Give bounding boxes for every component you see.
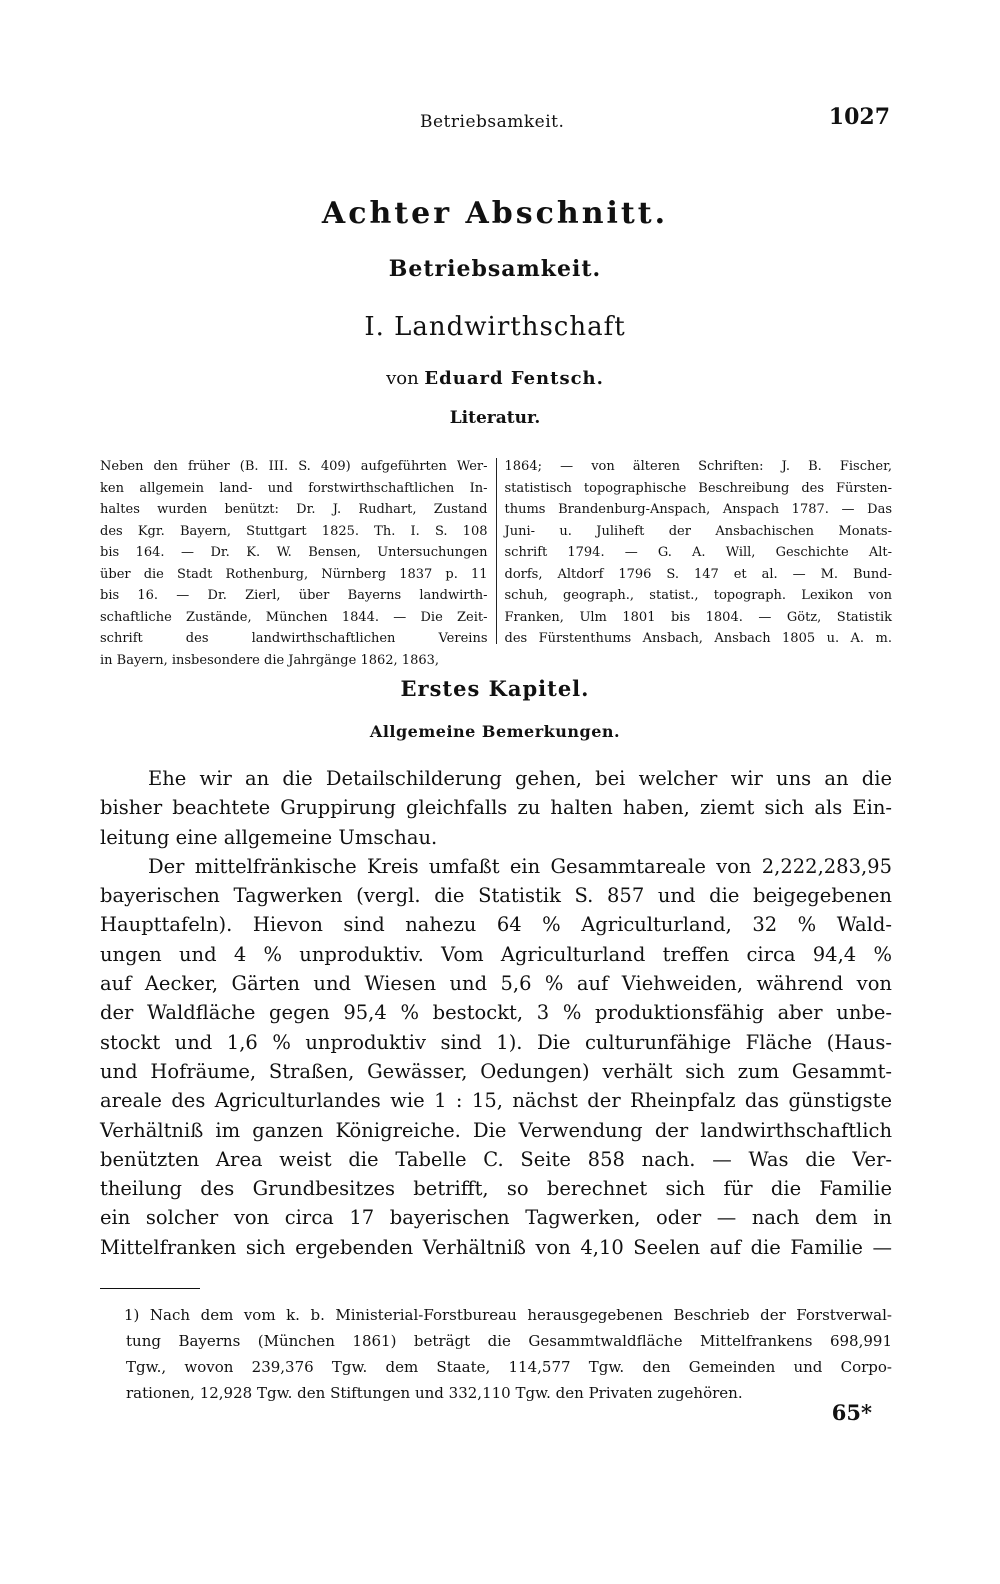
body-line: der Waldfläche gegen 95,4 % bestockt, 3 % produktionsfähig aber unbe- [100,1001,892,1025]
literature-heading: Literatur. [449,408,541,428]
literature-line: ken allgemein land- und forstwirthschaftlichen In- [100,480,488,496]
signature-mark: 65* [831,1400,872,1425]
body-line: auf Aecker, Gärten und Wiesen und 5,6 % auf Viehweiden, während von [100,972,892,996]
body-line: Ehe wir an die Detailschilderung gehen, bei welcher wir uns an die [148,767,892,790]
body-line: theilung des Grundbesitzes betrifft, so berechnet sich für die Familie [100,1177,892,1201]
literature-line: Neben den früher (B. III. S. 409) aufgeführten Wer- [100,459,488,474]
literature-line: über die Stadt Rothenburg, Nürnberg 1837 p. 11 [100,566,488,582]
literature-line: schrift 1794. — G. A. Will, Geschichte Alt- [504,545,892,560]
literature-line: des Kgr. Bayern, Stuttgart 1825. Th. I. S. 108 [100,523,488,539]
body-line: bayerischen Tagwerken (vergl. die Statistik S. 857 und die beigegebenen [100,884,892,908]
footnote-line: rationen, 12,928 Tgw. den Stiftungen und 332,110 Tgw. den Privaten zugehören. [126,1384,743,1402]
author-prefix: von [386,368,419,389]
section-title: Achter Abschnitt. [321,196,669,231]
footnote-line: tung Bayerns (München 1861) beträgt die Gesammtwaldfläche Mittelfrankens 698,991 [126,1332,892,1350]
literature-left-column [100,456,488,668]
body-line: ein solcher von circa 17 bayerischen Tagwerken, oder — nach dem in [100,1206,892,1230]
literature-line: bis 16. — Dr. Zierl, über Bayerns landwirth- [100,588,488,603]
part-title: I. Landwirthschaft [364,312,626,342]
body-line: bisher beachtete Gruppirung gleichfalls zu halten haben, ziemt sich als Ein- [100,796,892,820]
literature-line: schuh, geograph., statist., topograph. Lexikon von [504,588,892,603]
literature-line: schrift des landwirthschaftlichen Vereins [100,631,488,646]
body-line: Mittelfranken sich ergebenden Verhältniß von 4,10 Seelen auf die Familie — [100,1235,892,1259]
literature-line: Franken, Ulm 1801 bis 1804. — Götz, Statistik [504,609,892,625]
literature-line: des Fürstenthums Ansbach, Ansbach 1805 u. A. m. [504,631,892,646]
footnote-rule [100,1288,200,1289]
body-line: Haupttafeln). Hievon sind nahezu 64 % Agriculturland, 32 % Wald- [100,913,892,937]
chapter-title: Erstes Kapitel. [400,676,590,701]
page-number: 1027 [828,104,890,130]
body-line: benützten Area weist die Tabelle C. Seite 858 nach. — Was die Ver- [100,1147,892,1171]
author-line [100,368,890,389]
literature-right-column [505,456,893,646]
section-subtitle: Betriebsamkeit. [388,256,602,282]
literature-line: haltes wurden benützt: Dr. J. Rudhart, Zustand [100,502,488,517]
footnote-line: Tgw., wovon 239,376 Tgw. dem Staate, 114,577 Tgw. den Gemeinden und Corpo- [126,1358,892,1376]
literature-block [100,456,892,668]
literature-line: in Bayern, insbesondere die Jahrgänge 1862, 1863, [100,652,440,668]
literature-line: bis 164. — Dr. K. W. Bensen, Untersuchungen [100,545,488,560]
column-divider [496,458,497,644]
footnote-line: 1) Nach dem vom k. b. Ministerial-Forstbureau herausgegebenen Beschrieb der Forstverwal- [124,1306,892,1324]
author-name: Eduard Fentsch. [424,368,604,389]
running-head: Betriebsamkeit. [420,112,565,132]
literature-line: thums Brandenburg-Anspach, Anspach 1787. — Das [504,502,892,517]
body-line: areale des Agriculturlandes wie 1 : 15, nächst der Rheinpfalz das günstigste [100,1089,892,1113]
chapter-subtitle: Allgemeine Bemerkungen. [369,722,621,741]
literature-line: 1864; — von älteren Schriften: J. B. Fischer, [504,459,892,474]
body-line: Der mittelfränkische Kreis umfaßt ein Gesammtareale von 2,222,283,95 [148,854,892,878]
body-text [100,764,892,1262]
literature-line: schaftliche Zustände, München 1844. — Die Zeit- [100,609,488,625]
body-line: und Hofräume, Straßen, Gewässer, Oedungen) verhält sich zum Gesammt- [100,1059,892,1083]
literature-line: statistisch topographische Beschreibung des Fürsten- [504,480,892,496]
body-line: ungen und 4 % unproduktiv. Vom Agriculturland treffen circa 94,4 % [100,942,892,966]
literature-line: dorfs, Altdorf 1796 S. 147 et al. — M. Bund- [504,566,892,582]
body-line: Verhältniß im ganzen Königreiche. Die Verwendung der landwirthschaftlich [100,1118,892,1142]
body-line: stockt und 1,6 % unproduktiv sind 1). Die culturunfähige Fläche (Haus- [100,1030,892,1054]
literature-line: Juni- u. Juliheft der Ansbachischen Monats- [504,523,892,539]
footnotes [126,1302,892,1406]
body-line: leitung eine allgemeine Umschau. [100,825,438,849]
